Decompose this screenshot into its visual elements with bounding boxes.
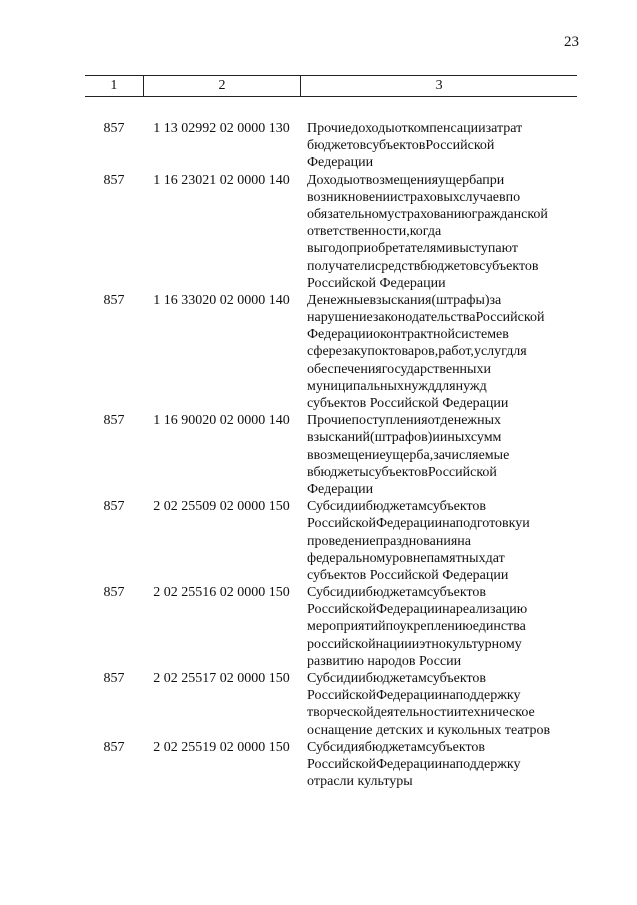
budget-code-cell: 2 02 25516 02 0000 150 xyxy=(153,585,290,601)
description-line: творческойдеятельностиитехническое xyxy=(307,705,535,721)
description-line: федеральномуровнепамятныхдат xyxy=(307,550,505,566)
description-line: мероприятийпоукреплениюединства xyxy=(307,619,526,635)
admin-code-cell: 857 xyxy=(103,172,125,188)
budget-code-cell: 2 02 25519 02 0000 150 xyxy=(153,739,290,755)
header-col-3: 3 xyxy=(435,78,443,93)
admin-code-cell: 857 xyxy=(103,121,125,136)
admin-code-cell: 857 xyxy=(103,671,125,686)
description-line: выгодоприобретателямивыступают xyxy=(307,241,518,257)
description-line: обеспечениягосударственныхи xyxy=(307,361,491,377)
table-header-row xyxy=(85,75,577,97)
table-row xyxy=(85,584,577,670)
description-line: муниципальныхнужддлянужд xyxy=(307,378,487,394)
admin-code-cell: 857 xyxy=(103,292,125,308)
description-cell xyxy=(307,412,577,498)
description-line: вбюджетысубъектовРоссийской xyxy=(307,464,497,480)
table-row xyxy=(85,120,577,172)
description-line: Субсидиябюджетамсубъектов xyxy=(307,739,485,755)
description-cell xyxy=(307,292,577,412)
budget-code-cell: 1 16 90020 02 0000 140 xyxy=(153,413,290,429)
revenue-codes-table xyxy=(85,75,577,790)
description-line: Федерации xyxy=(307,155,374,171)
table-row xyxy=(85,739,577,791)
header-col-2: 2 xyxy=(144,76,301,96)
budget-code-cell: 2 02 25509 02 0000 150 xyxy=(153,499,290,515)
description-line: нарушениезаконодательстваРоссийской xyxy=(307,310,545,326)
description-cell xyxy=(307,498,577,584)
budget-code-cell: 2 02 25517 02 0000 150 xyxy=(153,671,290,686)
description-line: субъектов Российской Федерации xyxy=(307,396,509,411)
description-cell xyxy=(307,739,577,791)
table-row xyxy=(85,498,577,584)
budget-code-cell: 1 16 23021 02 0000 140 xyxy=(153,172,290,188)
description-cell xyxy=(307,172,577,292)
description-line: сферезакупоктоваров,работ,услугдля xyxy=(307,344,527,360)
description-line: проведениепразднованияна xyxy=(307,533,471,549)
description-cell xyxy=(307,120,577,172)
description-line: РоссийскойФедерациинаподдержку xyxy=(307,756,521,772)
table-row xyxy=(85,292,577,412)
description-cell xyxy=(307,584,577,670)
header-col-1: 1 xyxy=(85,76,144,96)
description-line: взысканий(штрафов)ииныхсумм xyxy=(307,430,502,446)
description-line: РоссийскойФедерациинаподдержку xyxy=(307,688,521,704)
description-line: ответственности,когда xyxy=(307,224,442,240)
description-cell xyxy=(307,670,577,739)
description-line: Федерации xyxy=(307,481,374,497)
description-line: Прочиедоходыоткомпенсациизатрат xyxy=(307,121,523,136)
table-row xyxy=(85,172,577,292)
admin-code-cell: 857 xyxy=(103,739,125,755)
description-line: РоссийскойФедерациинаподготовкуи xyxy=(307,516,530,532)
description-line: Субсидиибюджетамсубъектов xyxy=(307,499,487,515)
description-line: Доходыотвозмещенияущербапри xyxy=(307,172,505,188)
admin-code-cell: 857 xyxy=(103,585,125,601)
description-line: субъектов Российской Федерации xyxy=(307,567,509,583)
description-line: получателисредствбюджетовсубъектов xyxy=(307,258,539,274)
description-line: Федерацииоконтрактнойсистемев xyxy=(307,327,509,343)
admin-code-cell: 857 xyxy=(103,499,125,515)
description-line: ввозмещениеущерба,зачисляемые xyxy=(307,447,510,463)
description-line: Денежныевзыскания(штрафы)за xyxy=(307,292,502,308)
description-line: Российской Федерации xyxy=(307,275,446,291)
description-line: российскойнациииэтнокультурному xyxy=(307,636,522,652)
description-line: возникновениистраховыхслучаевпо xyxy=(307,189,521,205)
table-row xyxy=(85,670,577,739)
description-line: бюджетовсубъектовРоссийской xyxy=(307,138,495,154)
description-line: развитию народов России xyxy=(307,653,462,669)
description-line: отрасли культуры xyxy=(307,774,413,790)
description-line: обязательномустрахованиюгражданской xyxy=(307,206,548,222)
description-line: Прочиепоступленияотденежных xyxy=(307,413,501,429)
table-body xyxy=(85,120,577,790)
table-row xyxy=(85,412,577,498)
description-line: оснащение детских и кукольных театров xyxy=(307,722,551,738)
description-line: Субсидиибюджетамсубъектов xyxy=(307,585,487,601)
page-number: 23 xyxy=(564,34,579,50)
description-line: Субсидиибюджетамсубъектов xyxy=(307,671,487,686)
admin-code-cell: 857 xyxy=(103,413,125,429)
description-line: РоссийскойФедерациинареализацию xyxy=(307,602,528,618)
budget-code-cell: 1 13 02992 02 0000 130 xyxy=(153,121,290,136)
budget-code-cell: 1 16 33020 02 0000 140 xyxy=(153,292,290,308)
